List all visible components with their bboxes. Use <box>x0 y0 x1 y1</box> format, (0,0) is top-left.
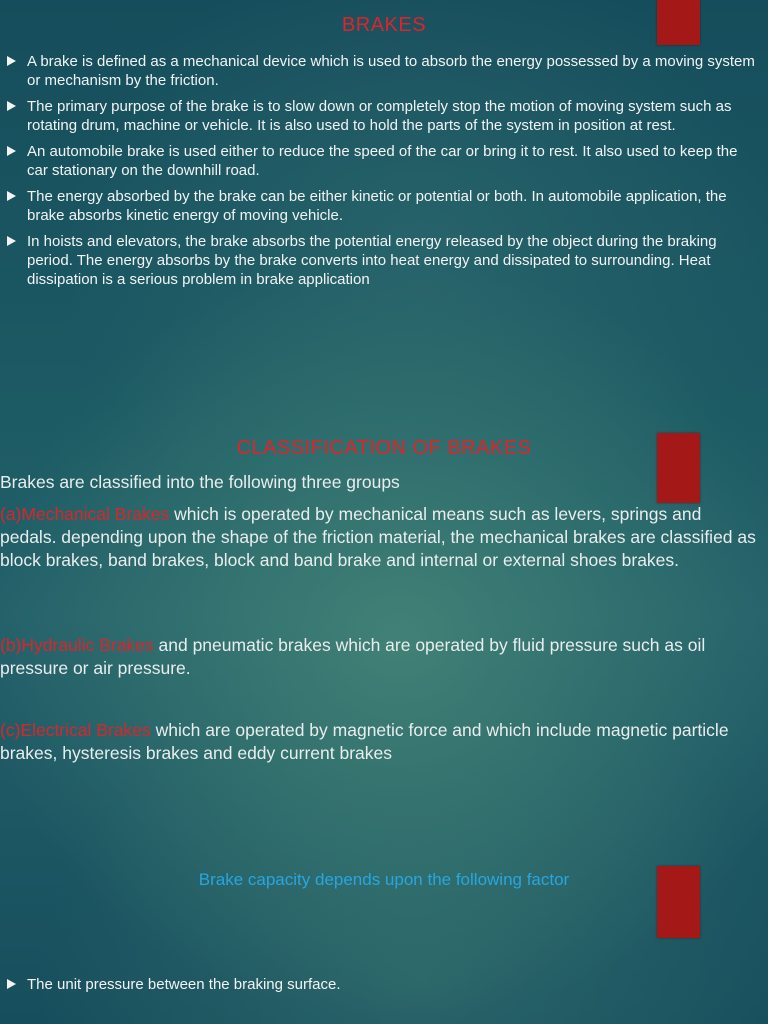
bullet-list <box>0 975 768 1001</box>
bullet-arrow-icon <box>7 191 16 201</box>
list-item: A brake is defined as a mechanical device which is used to absorb the energy possessed by a moving system or mechanism by the friction. <box>0 52 768 90</box>
item-label: (a)Mechanical Brakes <box>0 504 170 524</box>
bullet-arrow-icon <box>7 236 16 246</box>
list-item: The unit pressure between the braking surface. <box>0 975 768 994</box>
list-item: The primary purpose of the brake is to slow down or completely stop the motion of moving system such as rotating drum, machine or vehicle. It is also used to hold the parts of the system in position at rest. <box>0 97 768 135</box>
classification-item <box>0 503 760 572</box>
classification-item <box>0 719 760 765</box>
list-item: In hoists and elevators, the brake absorbs the potential energy released by the object during the braking period. The energy absorbs by the brake converts into heat energy and dissipated to surrounding. Heat dissipation is a serious problem in brake application <box>0 232 768 289</box>
bullet-list <box>0 52 768 296</box>
item-label: (c)Electrical Brakes <box>0 720 151 740</box>
list-item: The energy absorbed by the brake can be either kinetic or potential or both. In automobile application, the brake absorbs kinetic energy of moving vehicle. <box>0 187 768 225</box>
bullet-arrow-icon <box>7 56 16 66</box>
item-text: and pneumatic brakes which are operated by fluid pressure such as oil pressure or air pressure. <box>0 635 706 678</box>
bullet-arrow-icon <box>7 146 16 156</box>
list-item: An automobile brake is used either to reduce the speed of the car or bring it to rest. It also used to keep the car stationary on the downhill road. <box>0 142 768 180</box>
slide-title: Brake capacity depends upon the following factor <box>198 870 570 889</box>
slide-title: BRAKES <box>341 14 427 36</box>
slide-title: CLASSIFICATION OF BRAKES <box>236 437 532 459</box>
bullet-arrow-icon <box>7 979 16 989</box>
item-text: which are operated by magnetic force and which include magnetic particle brakes, hysteresis brakes and eddy current brakes <box>0 720 729 763</box>
intro-text: Brakes are classified into the following three groups <box>0 472 400 492</box>
bullet-arrow-icon <box>7 101 16 111</box>
classification-item <box>0 634 760 680</box>
item-text: which is operated by mechanical means such as levers, springs and pedals. depending upon the shape of the friction material, the mechanical brakes are classified as block brakes, band brakes, block and band brake and internal or external shoes brakes. <box>0 504 756 570</box>
item-label: (b)Hydraulic Brakes <box>0 635 154 655</box>
